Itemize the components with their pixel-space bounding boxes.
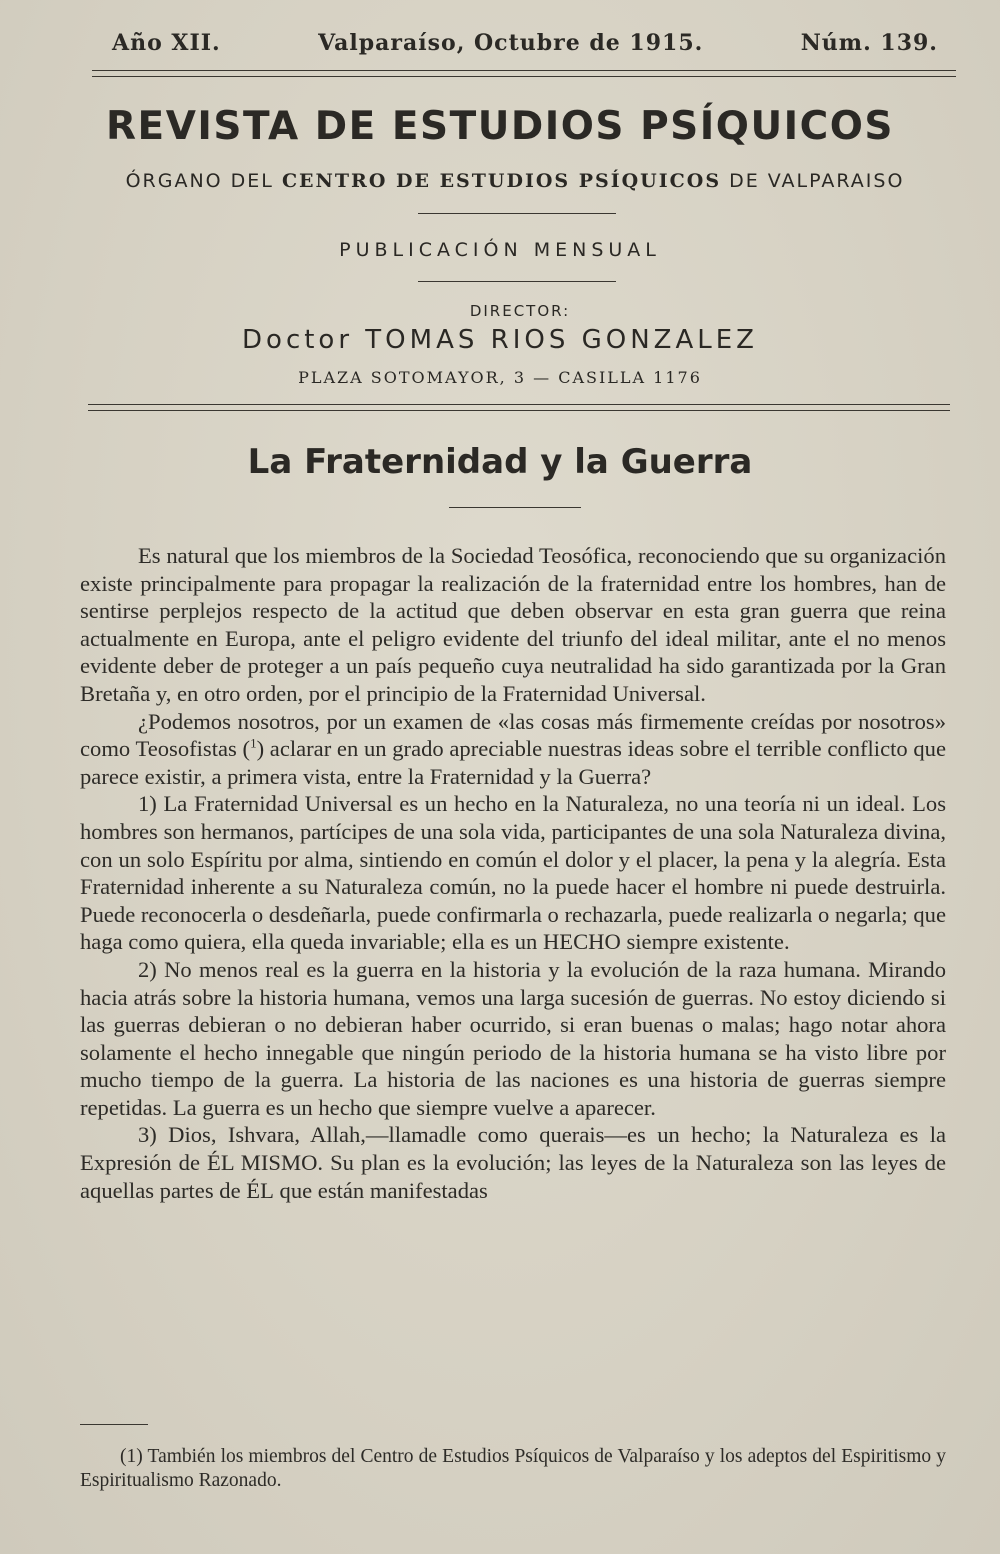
paragraph-2 [80,708,946,791]
paragraph-4: 2) No menos real es la guerra en la historia y la evolución de la raza humana. Mirando hacia atrás sobre la historia humana, vemos una larga sucesión de guerras. No estoy diciendo si las guerras debieran o no debieran haber ocurrido, si eran buenas o malas; hago notar ahora solamente el hecho innegable que ningún periodo de la historia humana se ha visto libre por mucho tiempo de la guerra. La historia de las naciones es una historia de guerras siempre repetidas. La guerra es un hecho que siempre vuelve a aparecer. [80,956,946,1120]
paragraph-5-emphasis-1: ÉL MISMO [207,1150,318,1176]
issue-year: Año XII. [112,30,221,56]
organ-prefix: ÓRGANO DEL [125,170,274,192]
footnote-marker: (1) [120,1446,143,1467]
header-rule [92,70,956,77]
journal-address: PLAZA SOTOMAYOR, 3 — CASILLA 1176 [298,368,702,387]
footnote-text: También los miembros del Centro de Estudios Psíquicos de Valparaíso y los adeptos del Espiritismo y Espiritualismo Razonado. [80,1446,946,1491]
paragraph-3-text-b: siempre existente. [626,929,790,955]
footnote-divider [80,1424,148,1425]
director-label: DIRECTOR: [469,302,571,320]
director-name: Doctor TOMAS RIOS GONZALEZ [242,325,758,355]
publication-frequency: PUBLICACIÓN MENSUAL [339,239,661,261]
article-title: La Fraternidad y la Guerra [247,442,753,482]
journal-organ [30,170,1000,192]
paragraph-3-emphasis: HECHO [542,929,621,955]
masthead-rule [88,404,950,411]
footnote-paragraph [80,1445,946,1493]
issue-place-date: Valparaíso, Octubre de 1915. [318,30,704,56]
frequency-divider [418,281,616,282]
footnote [80,1445,946,1493]
paragraph-3-text-a: 1) La Fraternidad Universal es un hecho en la Naturaleza, no una teoría ni un ideal. Los hombres son hermanos, partícipes de una sola vida, participantes de una sola Naturaleza divina, con un solo Espíritu por alma, sintiendo en común el dolor y el placer, la pena y la alegría. Esta Fraternidad inherente a su Naturaleza común, no la puede hacer el hombre ni puede destruirla. Puede reconocerla o desdeñarla, puede confirmarla o rechazarla, puede realizarla o negarla; que haga como quiera, ella queda invariable; ella es un [80,791,946,955]
organ-name: CENTRO DE ESTUDIOS PSÍQUICOS [281,170,722,192]
paragraph-5-emphasis-2: ÉL [246,1177,274,1203]
paragraph-5-text-b: . Su plan es la evolución; las leyes de la Naturaleza son las leyes de aquellas partes de [80,1150,946,1203]
paragraph-5 [80,1121,946,1204]
article-body [80,542,946,1204]
issue-header [112,30,938,56]
masthead-divider [418,213,616,214]
organ-suffix: DE VALPARAISO [729,170,905,192]
paragraph-2-text-b: ) aclarar en un grado apreciable nuestras ideas sobre el terrible conflicto que parece existir, a primera vista, entre la Fraternidad y la Guerra? [80,736,946,789]
footnote-reference: 1 [250,735,257,751]
paragraph-3 [80,790,946,956]
title-divider [449,507,581,508]
journal-title: REVISTA DE ESTUDIOS PSÍQUICOS [106,104,894,149]
paragraph-1: Es natural que los miembros de la Sociedad Teosófica, reconociendo que su organización existe principalmente para propagar la realización de la fraternidad entre los hombres, han de sentirse perplejos respecto de la actitud que deben observar en esta gran guerra que reina actualmente en Europa, ante el peligro evidente del triunfo del ideal militar, ante el no menos evidente deber de proteger a un país pequeño cuya neutralidad ha sido garantizada por la Gran Bretaña y, en otro orden, por el principio de la Fraternidad Universal. [80,543,946,706]
paragraph-5-text-a: 3) Dios, Ishvara, Allah,—llamadle como querais—es un hecho; la Naturaleza es la Expresión de [80,1122,946,1176]
issue-number: Núm. 139. [800,30,938,56]
paragraph-5-text-c: que están manifestadas [279,1177,488,1203]
paragraph-2-text-a: ¿Podemos nosotros, por un examen de «las cosas más firmemente creídas por nosotros» como Teosofistas ( [80,708,946,762]
